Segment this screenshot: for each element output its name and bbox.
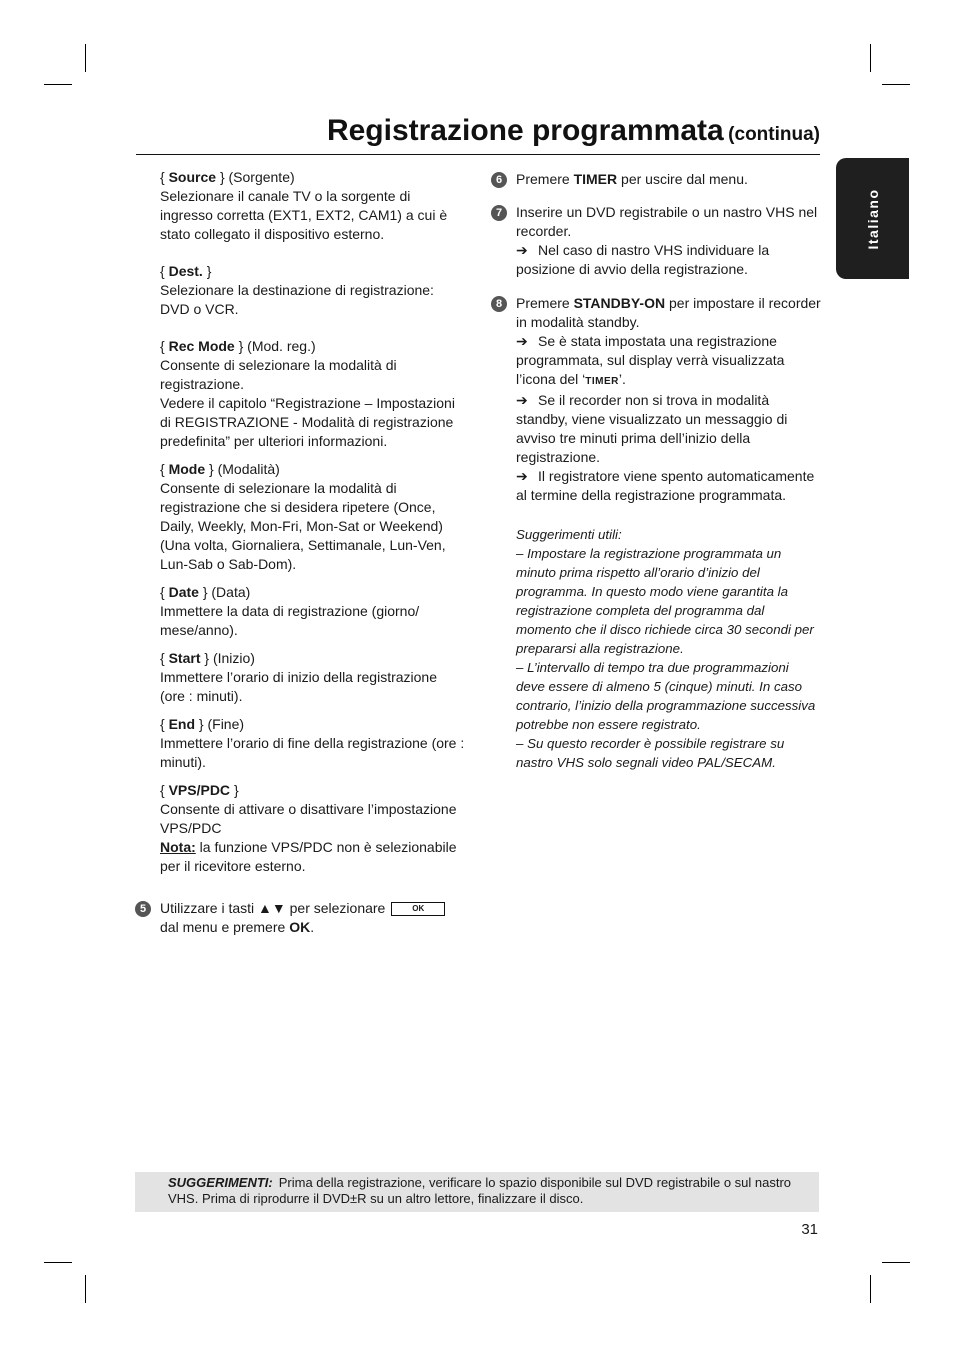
- crop-mark: [44, 84, 72, 85]
- step-5: 5 Utilizzare i tasti ▲▼ per selezionare OK dal menu e premere OK.: [160, 899, 465, 937]
- language-tab-label: Italiano: [864, 187, 881, 250]
- page-title-subtitle: (continua): [728, 124, 820, 145]
- note: Nota: la funzione VPS/PDC non è selezionabile per il ricevitore esterno.: [160, 839, 457, 874]
- tips-box: [135, 1172, 819, 1212]
- option-description: Consente di selezionare la modalità di registrazione.: [160, 357, 397, 392]
- page-title: [327, 116, 820, 146]
- option-description: Consente di attivare o disattivare l’impostazione VPS/PDC: [160, 801, 457, 836]
- crop-mark: [882, 84, 910, 85]
- right-column: [495, 170, 821, 772]
- option-description: Immettere la data di registrazione (giorno/ mese/anno).: [160, 603, 420, 638]
- step-number-badge: 8: [491, 296, 507, 312]
- hints-title: Suggerimenti utili:: [516, 527, 622, 542]
- option-description: Selezionare il canale TV o la sorgente di ingresso corretta (EXT1, EXT2, CAM1) a cui è stato collegato il dispositivo esterno.: [160, 188, 448, 242]
- option-vps-pdc: { VPS/PDC } Consente di attivare o disattivare l’impostazione VPS/PDC Nota: la funzione VPS/PDC non è selezionabile per il ricevitore esterno.: [160, 781, 465, 876]
- step-8: 8 Premere STANDBY-ON per impostare il recorder in modalità standby. ➔ Se è stata impostata una registrazione programmata, sul display verrà visualizzata l’icona del ‘TIMER’. ➔ Se il recorder non si trova in modalità standby, viene visualizzato un messaggio di avviso tre minuti prima dell’inizio della registrazione. ➔ Il registratore viene spento automaticamente al termine della registrazione programmata.: [516, 294, 821, 505]
- option-dest: { Dest. } Selezionare la destinazione di registrazione: DVD o VCR.: [160, 262, 465, 319]
- page-title-main: Registrazione programmata: [326, 114, 724, 147]
- step-7: 7 Inserire un DVD registrabile o un nastro VHS nel recorder. ➔ Nel caso di nastro VHS individuare la posizione di avvio della registrazione.: [516, 203, 821, 279]
- timer-icon: TIMER: [585, 376, 619, 387]
- hint-item: – Impostare la registrazione programmata un minuto prima rispetto all’orario d’inizio del programma. In questo modo viene garantita la registrazione completa del programma dal momento che il disco richiede circa 30 secondi per prepararsi alla registrazione.: [516, 546, 814, 656]
- option-date: { Date } (Data) Immettere la data di registrazione (giorno/ mese/anno).: [160, 583, 465, 640]
- option-start: { Start } (Inizio) Immettere l’orario di inizio della registrazione (ore : minuti).: [160, 649, 465, 706]
- hint-item: – L’intervallo di tempo tra due programmazioni deve essere di almeno 5 (cinque) minuti. In caso contrario, l’inizio della programmazione successiva potrebbe non essere registrato.: [516, 660, 816, 732]
- step-6: 6 Premere TIMER per uscire dal menu.: [516, 170, 821, 189]
- option-keyword: End: [168, 716, 196, 732]
- option-description: Immettere l’orario di inizio della registrazione (ore : minuti).: [160, 669, 438, 704]
- page-number: 31: [801, 1221, 818, 1238]
- option-keyword: Start: [168, 650, 201, 666]
- arrow-icon: ➔: [516, 392, 528, 408]
- crop-mark: [882, 1262, 910, 1263]
- crop-mark: [85, 44, 86, 72]
- option-mode: { Mode } (Modalità) Consente di selezionare la modalità di registrazione che si desidera ripetere (Once, Daily, Weekly, Mon-Fri, Mon-Sat or Weekend) (Una volta, Giornaliera, Settimanale, Lun-Ven, Lun-Sab o Sab-Dom).: [160, 460, 465, 574]
- tips-label: SUGGERIMENTI:: [168, 1175, 273, 1190]
- option-keyword: Date: [168, 584, 199, 600]
- option-keyword: VPS/PDC: [168, 782, 231, 798]
- title-divider: [136, 154, 820, 155]
- note-label: Nota:: [160, 839, 196, 855]
- language-tab: [836, 158, 909, 279]
- crop-mark: [870, 1275, 871, 1303]
- tips-text: Prima della registrazione, verificare lo spazio disponibile sul DVD registrabile o sul nastro VHS. Prima di riprodurre il DVD±R su un altro lettore, finalizzare il disco.: [168, 1175, 792, 1206]
- option-description: Immettere l’orario di fine della registrazione (ore : minuti).: [160, 735, 465, 770]
- crop-mark: [85, 1275, 86, 1303]
- crop-mark: [870, 44, 871, 72]
- option-keyword: Mode: [168, 461, 206, 477]
- helpful-hints: [516, 525, 821, 772]
- arrow-icon: ➔: [516, 468, 528, 484]
- hint-item: – Su questo recorder è possibile registrare su nastro VHS solo segnali video PAL/SECAM.: [516, 736, 785, 770]
- option-description: Selezionare la destinazione di registrazione: DVD o VCR.: [160, 282, 434, 317]
- option-description: Consente di selezionare la modalità di registrazione che si desidera ripetere (Once, Daily, Weekly, Mon-Fri, Mon-Sat or Weekend) (Una volta, Giornaliera, Settimanale, Lun-Ven, Lun-Sab o Sab-Dom).: [160, 480, 446, 572]
- option-keyword: Source: [168, 169, 217, 185]
- option-source: { Source } (Sorgente) Selezionare il canale TV o la sorgente di ingresso corretta (EXT1, EXT2, CAM1) a cui è stato collegato il dispositivo esterno.: [160, 168, 465, 244]
- crop-mark: [44, 1262, 72, 1263]
- option-end: { End } (Fine) Immettere l’orario di fine della registrazione (ore : minuti).: [160, 716, 465, 770]
- option-description: Vedere il capitolo “Registrazione – Impostazioni di REGISTRAZIONE - Modalità di registrazione predefinita” per ulteriori informazioni.: [160, 395, 455, 449]
- arrow-icon: ➔: [516, 333, 528, 349]
- step-number-badge: 6: [491, 172, 507, 188]
- step-number-badge: 7: [491, 205, 507, 221]
- option-keyword: Dest.: [168, 263, 203, 279]
- left-column: [139, 168, 465, 952]
- ok-button-icon: OK: [391, 902, 445, 916]
- arrow-icon: ➔: [516, 242, 528, 258]
- option-keyword: Rec Mode: [168, 338, 235, 354]
- step-number-badge: 5: [135, 901, 151, 917]
- option-rec-mode: { Rec Mode } (Mod. reg.) Consente di selezionare la modalità di registrazione. Vedere il capitolo “Registrazione – Impostazioni di REGISTRAZIONE - Modalità di registrazione predefinita” per ulteriori informazioni.: [160, 337, 465, 451]
